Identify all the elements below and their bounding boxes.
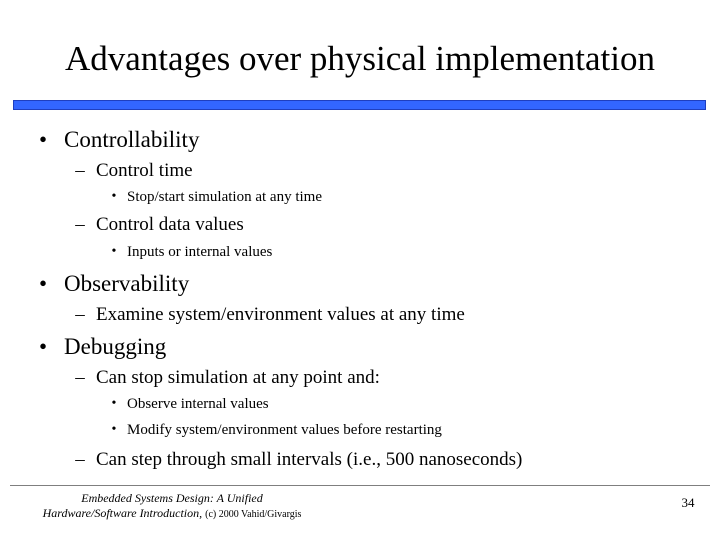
dash-icon: – xyxy=(75,214,85,235)
bullet-dot-icon: • xyxy=(111,189,117,204)
footer-citation xyxy=(22,491,322,522)
bullet-dot-icon: • xyxy=(38,127,48,152)
sub-sub-bullet-text: Stop/start simulation at any time xyxy=(127,189,322,205)
bullet-text: Controllability xyxy=(64,127,200,152)
sub-bullet-text: Control data values xyxy=(96,214,244,235)
footer-book-title: Hardware/Software Introduction, xyxy=(42,506,203,520)
slide-title: Advantages over physical implementation xyxy=(65,39,655,78)
bullet-dot-icon: • xyxy=(38,271,48,296)
title-underline-bar xyxy=(13,100,706,110)
footer-copyright: (c) 2000 Vahid/Givargis xyxy=(205,509,302,520)
bullet-dot-icon: • xyxy=(111,244,117,259)
sub-bullet-text: Control time xyxy=(96,160,193,181)
bullet-dot-icon: • xyxy=(111,422,117,437)
dash-icon: – xyxy=(75,367,85,388)
dash-icon: – xyxy=(75,449,85,470)
sub-sub-bullet-text: Observe internal values xyxy=(127,396,269,412)
sub-sub-bullet-text: Inputs or internal values xyxy=(127,244,273,260)
bullet-dot-icon: • xyxy=(38,334,48,359)
dash-icon: – xyxy=(75,160,85,181)
sub-bullet-text: Can stop simulation at any point and: xyxy=(96,367,380,388)
footer-line-2 xyxy=(22,506,322,522)
sub-bullet-text: Examine system/environment values at any time xyxy=(96,304,465,325)
sub-bullet-text: Can step through small intervals (i.e., 500 nanoseconds) xyxy=(96,449,523,470)
footer-line-1: Embedded Systems Design: A Unified xyxy=(81,491,263,505)
bullet-text: Debugging xyxy=(64,334,167,359)
footer-divider xyxy=(10,485,710,486)
bullet-text: Observability xyxy=(64,271,190,296)
page-number: 34 xyxy=(681,495,695,510)
sub-sub-bullet-text: Modify system/environment values before restarting xyxy=(127,422,442,438)
dash-icon: – xyxy=(75,304,85,325)
bullet-dot-icon: • xyxy=(111,396,117,411)
